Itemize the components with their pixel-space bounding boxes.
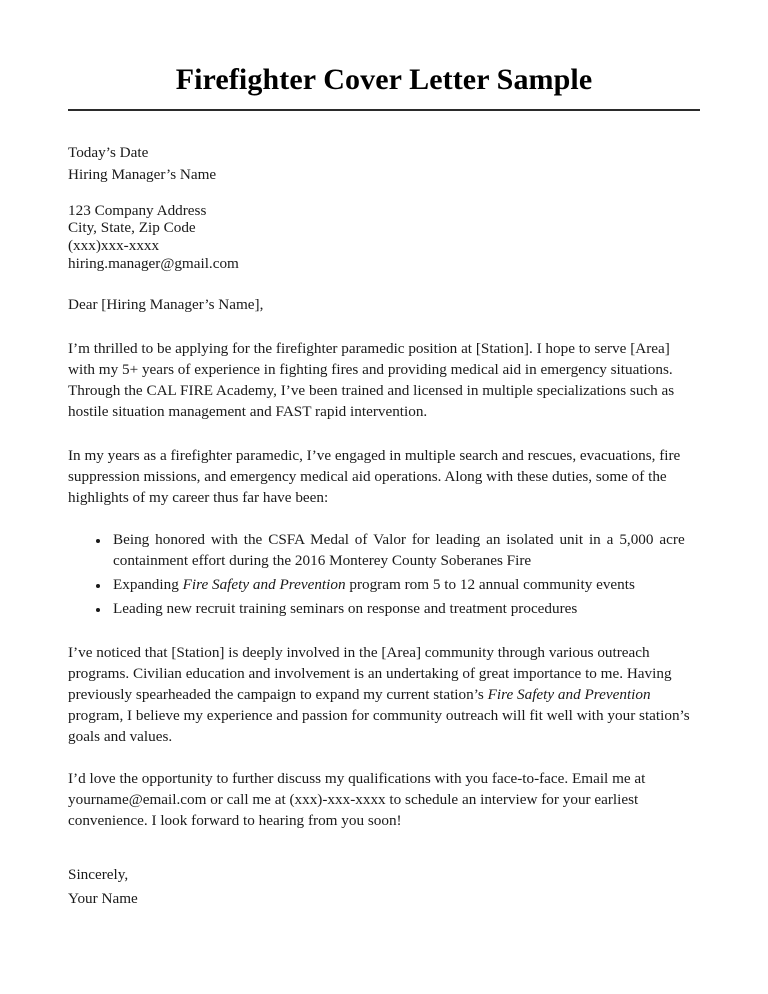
title-divider: [68, 109, 700, 111]
recipient-contact-block: [68, 202, 700, 273]
bullet-1-lead: Being honored with the CSFA Medal of Valor for leading an isolated unit in a 5,000: [113, 531, 654, 549]
bullet-2-pre: Expanding: [113, 576, 183, 594]
date-block: [68, 142, 700, 187]
paragraph-community: [68, 643, 700, 748]
phone-line: (xxx)xxx-xxxx: [68, 237, 160, 255]
list-item: [68, 575, 700, 596]
company-address-line: 123 Company Address: [68, 201, 207, 219]
highlights-list: [68, 530, 700, 620]
community-text-part2: program, I believe my experience and passion for community outreach will fit well with your station’s goals and values.: [68, 707, 690, 746]
list-item: [68, 599, 700, 620]
email-line: hiring.manager@gmail.com: [68, 254, 239, 272]
paragraph-closing-call: I’d love the opportunity to further discuss my qualifications with you face-to-face. Email me at yourname@email.com or call me at (xxx)-xxx-xxxx to schedule an interview for your earliest convenience. I look forward to hearing from you soon!: [68, 770, 646, 830]
bullet-2-post: program rom 5 to 12 annual community events: [345, 576, 635, 594]
paragraph-intro: I’m thrilled to be applying for the firefighter paramedic position at [Station]. I hope to serve [Area] with my 5+ years of experience in fighting fires and providing medical aid in emergency situations. Through the CAL FIRE Academy, I’ve been trained and licensed in multiple specializations such as hostile situation management and FAST rapid intervention.: [68, 339, 675, 420]
list-item: [68, 530, 700, 572]
valediction: Sincerely,: [68, 866, 129, 884]
city-state-zip-line: City, State, Zip Code: [68, 219, 196, 237]
date-line: Today’s Date: [68, 143, 149, 161]
community-program-name: Fire Safety and Prevention: [487, 686, 651, 704]
bullet-2-program-name: Fire Safety and Prevention: [182, 576, 346, 594]
bullet-1-continuation: acre containment effort during the 2016 Monterey County Soberanes Fire: [113, 531, 685, 570]
community-text-part1: I’ve noticed that [Station] is deeply involved in the [Area] community through various outreach programs. Civilian education and involvement is an undertaking of great importance to me. Having previously spearheaded the campaign to expand my current station’s: [68, 644, 672, 704]
salutation: Dear [Hiring Manager’s Name],: [68, 295, 264, 313]
letter-body: [68, 142, 700, 911]
paragraph-experience: In my years as a firefighter paramedic, I’ve engaged in multiple search and rescues, evacuations, fire suppression missions, and emergency medical aid operations. Along with these duties, some of the highlights of my career thus far have been:: [68, 446, 681, 506]
bullet-3-text: Leading new recruit training seminars on response and treatment procedures: [113, 600, 578, 618]
signature-name: Your Name: [68, 889, 138, 907]
recipient-name-line: Hiring Manager’s Name: [68, 166, 217, 184]
page-title: Firefighter Cover Letter Sample: [175, 63, 593, 96]
signoff-block: [68, 863, 700, 910]
